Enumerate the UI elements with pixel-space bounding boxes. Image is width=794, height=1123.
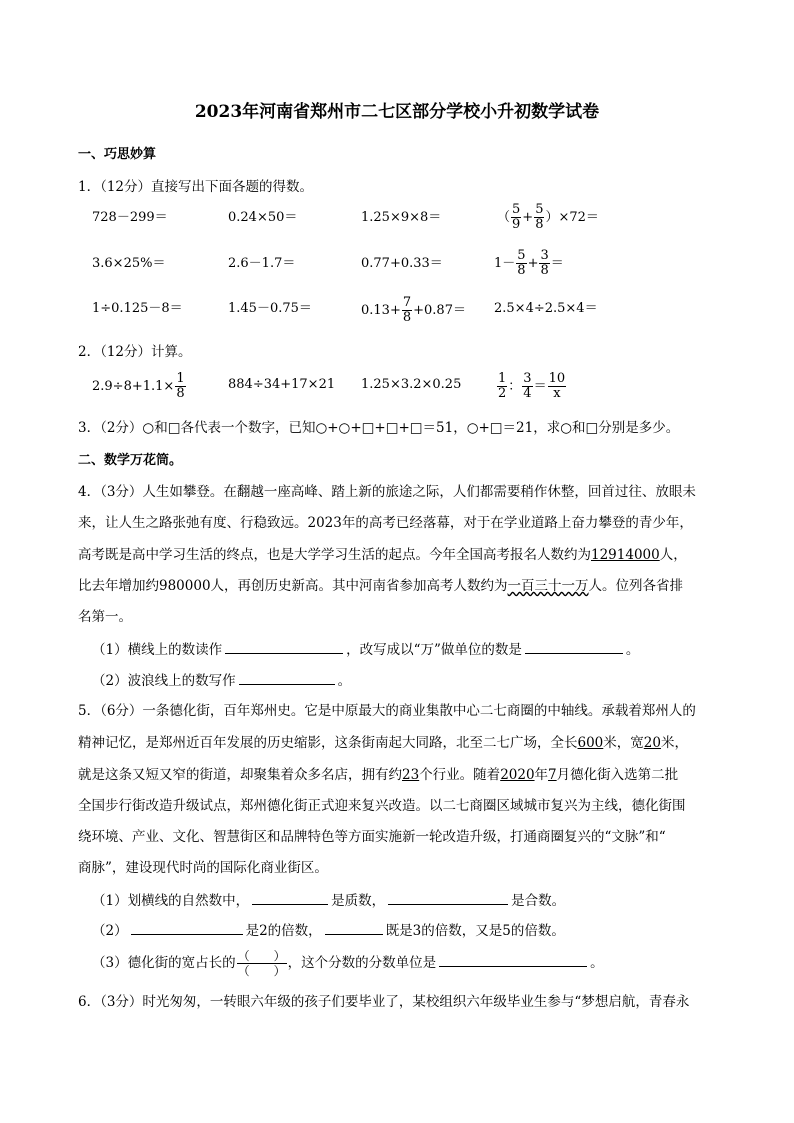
page-title: 2023年河南省郑州市二七区部分学校小升初数学试卷 [194, 102, 600, 122]
fraction: $\frac{5}{8}$ [517, 248, 526, 278]
q5-sub-1: （1）划横线的自然数中， 是质数， 是合数。 [92, 890, 565, 910]
q4-line-1: 4．（3分）人生如攀登。在翻越一座高峰、踏上新的旅途之际，人们都需要稍作休整，回首过往、放眼未 [78, 484, 696, 500]
question-3: 3．（2分）○和□各代表一个数字，已知○+○+□+□+□＝51，○+□＝21，求○和□分别是多少。 [78, 420, 680, 436]
q2-item-3: 1.25×3.2×0.25 [361, 377, 462, 392]
fraction: $\frac{5}{9}$ [512, 202, 521, 232]
question-6: 6．（3分）时光匆匆，一转眼六年级的孩子们要毕业了，某校组织六年级毕业生参与“梦想启航，青春永 [78, 994, 690, 1010]
q5-line-3: 就是这条又短又窄的街道，却聚集着众多名店，拥有约23个行业。随着2020年7月德化街入选第二批 [78, 767, 679, 783]
answer-blank[interactable] [225, 639, 343, 654]
fraction: $\frac{1}{8}$ [176, 371, 185, 401]
q1-item-3: 1.25×9×8＝ [361, 210, 442, 225]
fraction: $\frac{7}{8}$ [402, 295, 412, 325]
q1-item-12: 2.5×4÷2.5×4＝ [494, 301, 598, 316]
q5-line-6: 商脉”，建设现代时尚的国际化商业街区。 [78, 860, 328, 876]
q1-item-2: 0.24×50＝ [228, 210, 298, 225]
fraction: $\frac{5}{8}$ [535, 202, 544, 232]
q5-line-5: 绕环境、产业、文化、智慧街区和品牌特色等方面实施新一轮改造升级，打通商圈复兴的“文脉”和“ [78, 829, 666, 845]
section-heading-1: 一、巧思妙算 [78, 147, 157, 162]
answer-blank[interactable] [388, 890, 508, 905]
q1-item-4: （ $\frac{5}{9}$ + $\frac{5}{8}$ ）×72＝ [497, 202, 599, 232]
q1-item-10: 1.45－0.75＝ [228, 301, 312, 316]
fraction: $\frac{1}{2}$ [498, 371, 507, 401]
q1-item-1: 728－299＝ [92, 210, 168, 225]
question-1-heading: 1．（12分）直接写出下面各题的得数。 [78, 179, 314, 195]
fraction-blank[interactable]: $\frac{( )}{( )}$ [237, 949, 286, 978]
q2-item-1: 2.9÷8+1.1× $\frac{1}{8}$ [92, 371, 185, 401]
q5-sub-3: （3）德化街的宽占长的 $\frac{( )}{( )}$ ，这个分数的分数单位是 。 [92, 949, 604, 978]
q4-line-4: 比去年增加约980000人，再创历史新高。其中河南省参加高考人数约为一百三十一万人。位列各省排 [78, 578, 684, 594]
q4-line-2: 来，让人生之路张弛有度、行稳致远。2023年的高考已经落幕，对于在学业道路上奋力攀登的青少年， [78, 515, 693, 531]
wavy-underlined-number: 一百三十一万 [507, 578, 589, 594]
q1-item-11: 0.13+ $\frac{7}{8}$ +0.87＝ [361, 295, 466, 325]
answer-blank[interactable] [252, 890, 328, 905]
underlined-number: 12914000 [591, 547, 660, 563]
q1-item-5: 3.6×25%＝ [92, 256, 166, 271]
q4-sub-1: （1）横线上的数读作 ，改写成以“万”做单位的数是 。 [92, 639, 639, 659]
q5-line-4: 全国步行街改造升级试点，郑州德化街正式迎来复兴改造。以二七商圈区域城市复兴为主线，德化街围 [78, 798, 686, 814]
q1-item-6: 2.6－1.7＝ [228, 256, 296, 271]
q5-line-1: 5．（6分）一条德化街，百年郑州史。它是中原最大的商业集散中心二七商圈的中轴线。承载着郑州人的 [78, 703, 696, 719]
fraction: $\frac{10}{x}$ [548, 371, 566, 401]
answer-blank[interactable] [525, 639, 623, 654]
fraction: $\frac{3}{4}$ [523, 371, 532, 401]
q1-item-9: 1÷0.125－8＝ [92, 301, 183, 316]
q1-item-7: 0.77+0.33＝ [361, 256, 443, 271]
section-heading-2: 二、数学万花筒。 [78, 453, 183, 468]
q4-line-3: 高考既是高中学习生活的终点，也是大学学习生活的起点。今年全国高考报名人数约为12914000人， [78, 547, 687, 563]
q5-sub-2: （2） 是2的倍数， 既是3的倍数，又是5的倍数。 [92, 920, 565, 940]
answer-blank[interactable] [325, 920, 383, 935]
q4-line-5: 名第一。 [78, 609, 132, 625]
question-2-heading: 2．（12分）计算。 [78, 344, 192, 360]
answer-blank[interactable] [439, 952, 587, 967]
answer-blank[interactable] [239, 670, 335, 685]
q5-line-2: 精神记忆，是郑州近百年发展的历史缩影，这条街南起大同路，北至二七广场，全长600米，宽20米， [78, 735, 688, 751]
q2-item-2: 884÷34+17×21 [228, 377, 336, 392]
q1-item-8: 1－ $\frac{5}{8}$ + $\frac{3}{8}$ ＝ [494, 248, 564, 278]
q2-item-4: $\frac{1}{2}$ ： $\frac{3}{4}$ ＝ $\frac{10}{x}$ [498, 371, 566, 401]
fraction: $\frac{3}{8}$ [540, 248, 549, 278]
answer-blank[interactable] [131, 920, 243, 935]
q4-sub-2: （2）波浪线上的数写作 。 [92, 670, 351, 690]
